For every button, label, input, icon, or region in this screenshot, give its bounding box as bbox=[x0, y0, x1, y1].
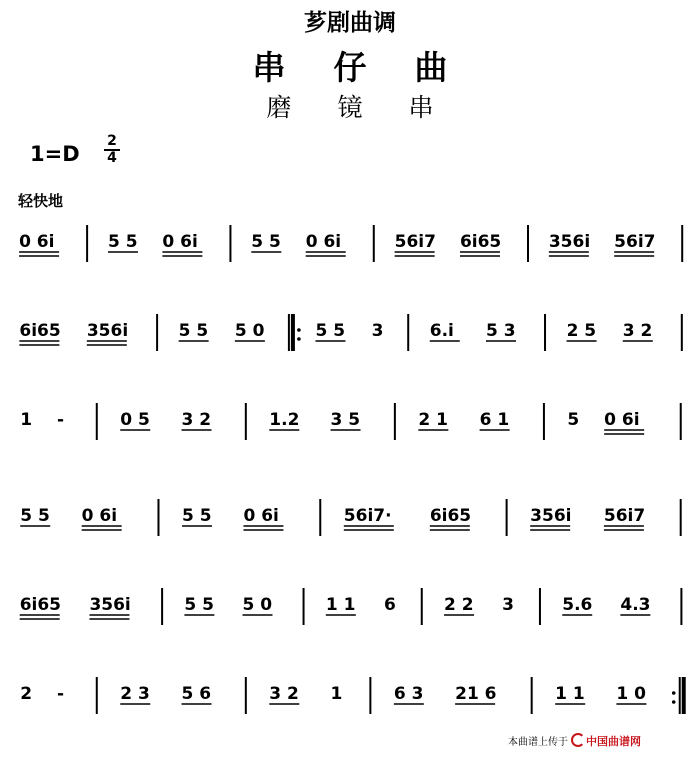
note-group: 56i7 bbox=[394, 232, 436, 252]
score-subtitle: 磨镜串 bbox=[266, 93, 480, 122]
note-group: 56i7 bbox=[603, 506, 646, 526]
note-group: 1 0 bbox=[616, 684, 646, 704]
note-group: 56i7 bbox=[614, 232, 656, 252]
note-group: 356i bbox=[548, 232, 591, 252]
upload-credit-text: 本曲谱上传于 bbox=[508, 737, 568, 748]
note-group: 5 5 bbox=[184, 595, 214, 615]
note-group: 356i bbox=[86, 321, 129, 341]
repeat-dot bbox=[672, 700, 676, 704]
note-group: 0 6i bbox=[19, 232, 55, 252]
note-group: 1 bbox=[20, 410, 33, 430]
note-group: - bbox=[56, 410, 65, 430]
site-logo-icon bbox=[571, 733, 585, 747]
note-group: 5 5 bbox=[315, 321, 346, 341]
note-group: 5 0 bbox=[234, 321, 265, 341]
note-group: 3 2 bbox=[269, 684, 299, 704]
note-group: 3 bbox=[502, 595, 515, 615]
note-group: 0 6i bbox=[243, 506, 279, 526]
time-signature-top: 2 bbox=[104, 134, 120, 151]
note-group: 2 1 bbox=[418, 410, 448, 430]
note-group: 5 5 bbox=[107, 232, 138, 252]
note-group: 5 3 bbox=[485, 321, 516, 341]
note-group: 0 6i bbox=[604, 410, 640, 430]
genre-heading: 芗剧曲调 bbox=[304, 10, 396, 36]
repeat-dot bbox=[297, 337, 301, 341]
note-group: 5 5 bbox=[182, 506, 212, 526]
note-group: 4.3 bbox=[620, 595, 651, 615]
note-group: 6 bbox=[383, 595, 396, 615]
note-group: 356i bbox=[530, 506, 572, 526]
tempo-marking: 轻快地 bbox=[18, 192, 64, 210]
note-group: 6 3 bbox=[393, 684, 424, 704]
note-group: 0 6i bbox=[162, 232, 198, 252]
note-group: 6i65 bbox=[19, 595, 62, 615]
note-group: 6i65 bbox=[459, 232, 502, 252]
note-group: 5 5 bbox=[20, 506, 50, 526]
note-group: 5 5 bbox=[178, 321, 209, 341]
repeat-dot bbox=[297, 328, 301, 332]
score-title: 串仔曲 bbox=[252, 48, 496, 87]
note-group: 5.6 bbox=[562, 595, 593, 615]
note-group: 0 6i bbox=[81, 506, 118, 526]
key-signature: 1=D bbox=[30, 142, 80, 166]
note-group: 1 1 bbox=[555, 684, 585, 704]
note-group: 56i7· bbox=[343, 506, 392, 526]
note-group: 5 6 bbox=[181, 684, 212, 704]
upload-credit bbox=[508, 733, 641, 749]
note-group: 5 bbox=[567, 410, 580, 430]
note-group: 1 1 bbox=[325, 595, 356, 615]
note-group: 5 0 bbox=[242, 595, 273, 615]
note-group: 3 2 bbox=[622, 321, 653, 341]
note-group: 3 bbox=[371, 321, 384, 341]
note-group: 6i65 bbox=[429, 506, 472, 526]
note-group: 0 6i bbox=[305, 232, 342, 252]
note-group: 3 2 bbox=[181, 410, 212, 430]
note-group: 2 3 bbox=[120, 684, 150, 704]
note-group: 6.i bbox=[429, 321, 454, 341]
note-group: 2 2 bbox=[444, 595, 474, 615]
repeat-dot bbox=[672, 691, 676, 695]
site-name: 中国曲谱网 bbox=[586, 735, 641, 748]
note-group: - bbox=[56, 684, 65, 704]
note-group: 0 5 bbox=[120, 410, 150, 430]
time-signature-bottom: 4 bbox=[107, 150, 117, 166]
note-group: 5 5 bbox=[251, 232, 281, 252]
note-group: 2 bbox=[20, 684, 33, 704]
note-group: 3 5 bbox=[330, 410, 361, 430]
note-group: 6i65 bbox=[19, 321, 61, 341]
note-group: 2 5 bbox=[566, 321, 597, 341]
note-group: 21 6 bbox=[455, 684, 497, 704]
note-group: 356i bbox=[89, 595, 131, 615]
note-group: 1.2 bbox=[269, 410, 300, 430]
note-group: 1 bbox=[330, 684, 343, 704]
note-group: 6 1 bbox=[479, 410, 510, 430]
